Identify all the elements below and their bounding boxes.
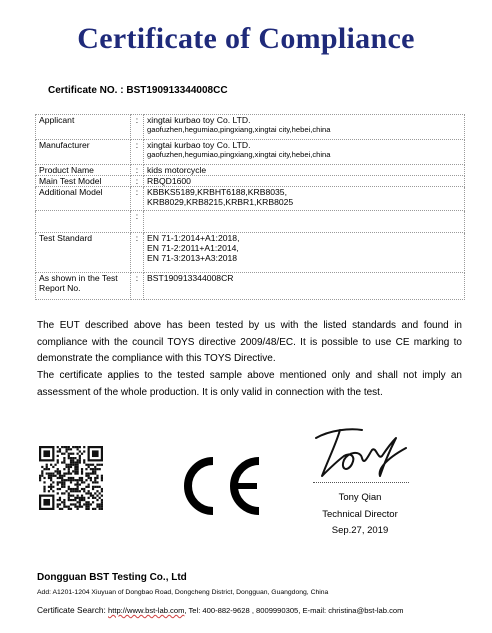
table-row (36, 165, 465, 176)
field-label: Applicant (36, 115, 131, 140)
field-value-line: KRB8029,KRB8215,KRBR1,KRB8025 (147, 197, 294, 207)
field-value (144, 115, 465, 140)
table-row (36, 115, 465, 140)
field-separator: : (131, 165, 144, 176)
compliance-statement: The EUT described above has been tested by us with the listed standards and found in compliance with the council TOYS directive 2009/48/EC. It is possible to use CE marking to demonstrate the compliance with this TOYS Directive. (37, 320, 462, 365)
field-value-line: EN 71-2:2011+A1:2014, (147, 243, 239, 253)
field-separator: : (131, 211, 144, 233)
field-label: Test Standard (36, 233, 131, 273)
field-separator: : (131, 140, 144, 165)
company-address: Add: A1201-1204 Xiuyuan of Dongbao Road, Dongcheng District, Dongguan, Guangdong, China (37, 589, 329, 596)
validity-statement: The certificate applies to the tested sample above mentioned only and shall not imply an assessment of the whole production. It is only valid in connection with the test. (37, 370, 462, 398)
field-label: Manufacturer (36, 140, 131, 165)
signature-line (313, 482, 409, 483)
signature-icon (310, 420, 410, 480)
field-label: Additional Model (36, 187, 131, 211)
field-value-line: RBQD1600 (147, 176, 191, 186)
field-separator: : (131, 273, 144, 300)
qr-code-icon (39, 446, 103, 510)
field-value-line: EN 71-3:2013+A3:2018 (147, 253, 238, 263)
field-label: As shown in the Test Report No. (36, 273, 131, 300)
field-label: Product Name (36, 165, 131, 176)
website-link[interactable]: http://www.bst-lab.com (108, 606, 185, 615)
certificate-number: Certificate NO. : BST190913344008CC (48, 85, 228, 96)
certificate-number-value: BST190913344008CC (126, 85, 228, 96)
field-separator: : (131, 176, 144, 187)
field-value (144, 273, 465, 300)
company-name: Dongguan BST Testing Co., Ltd (37, 572, 187, 583)
field-label (36, 211, 131, 233)
table-row (36, 273, 465, 300)
field-value-line: kids motorcycle (147, 165, 207, 175)
field-separator: : (131, 233, 144, 273)
table-row (36, 233, 465, 273)
field-value-line: BST190913344008CR (147, 273, 234, 283)
field-separator: : (131, 115, 144, 140)
table-row (36, 211, 465, 233)
certificate-search: Certificate Search: http://www.bst-lab.com, Tel: 400-882-9628 , 8009990305, E-mail: christina@bst-lab.com (37, 605, 404, 615)
field-value (144, 140, 465, 165)
field-value-line: EN 71-1:2014+A1:2018, (147, 233, 240, 243)
field-value (144, 211, 465, 233)
table-row (36, 187, 465, 211)
field-value-line: xingtai kurbao toy Co. LTD. (147, 115, 251, 125)
certificate-title: Certificate of Compliance (77, 22, 415, 55)
table-row (36, 176, 465, 187)
field-separator: : (131, 187, 144, 211)
signer-name: Tony Qian (338, 492, 382, 503)
field-value-line: xingtai kurbao toy Co. LTD. (147, 140, 251, 150)
ce-mark-icon (173, 455, 263, 517)
certificate-info-table (35, 114, 465, 300)
field-value-line: gaofuzhen,hegumiao,pingxiang,xingtai city,hebei,china (147, 125, 331, 134)
field-value (144, 176, 465, 187)
field-value (144, 165, 465, 176)
field-value (144, 233, 465, 273)
contact-info: , Tel: 400-882-9628 , 8009990305, E-mail: christina@bst-lab.com (184, 606, 404, 615)
issue-date: Sep.27, 2019 (331, 525, 389, 536)
signer-position: Technical Director (322, 509, 398, 520)
field-value-line: KBBKS5189,KRBHT6188,KRB8035, (147, 187, 287, 197)
field-value (144, 187, 465, 211)
field-label: Main Test Model (36, 176, 131, 187)
field-value-line: gaofuzhen,hegumiao,pingxiang,xingtai city,hebei,china (147, 150, 331, 159)
table-row (36, 140, 465, 165)
